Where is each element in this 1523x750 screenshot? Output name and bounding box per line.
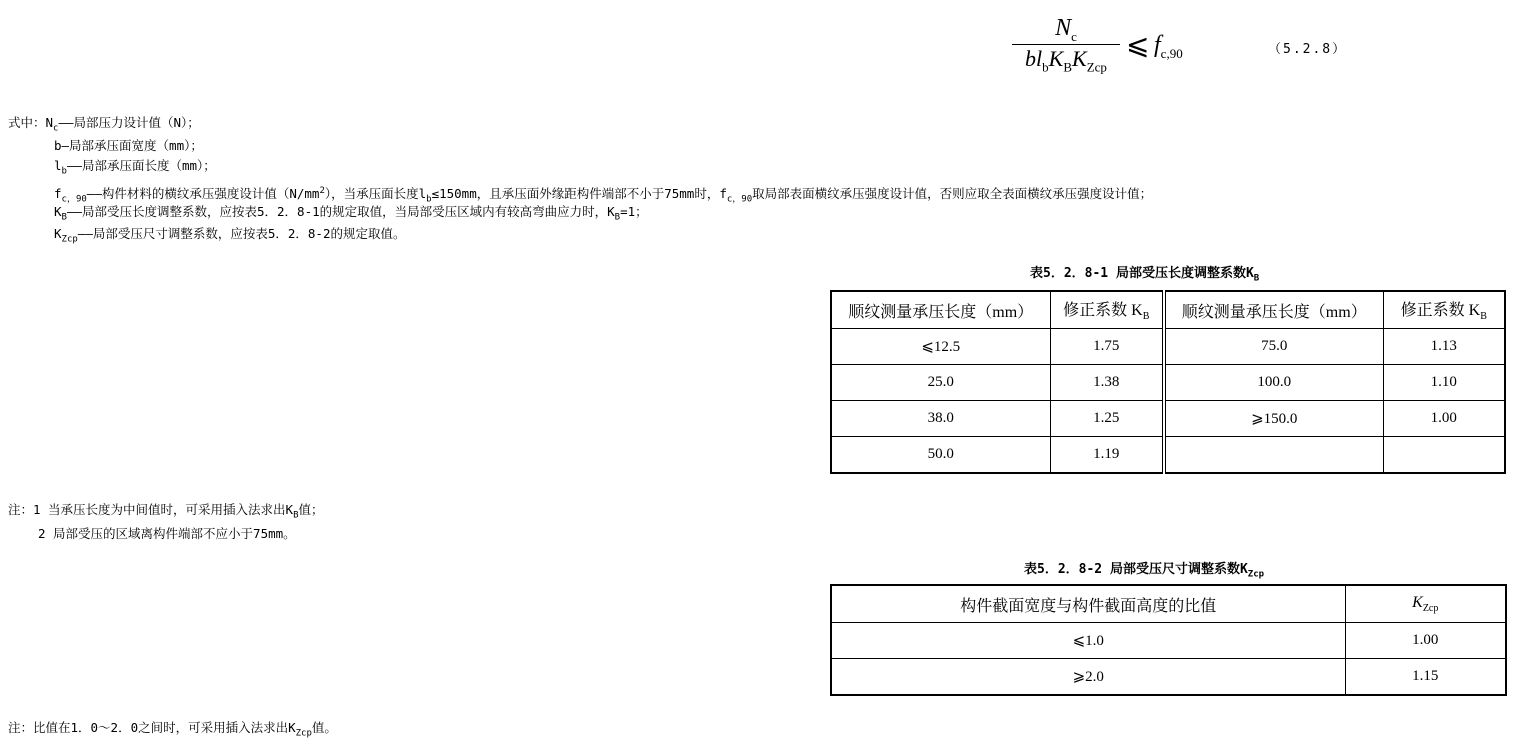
table1-note-2: 2 局部受压的区域离构件端部不应小于75mm。 <box>38 526 296 541</box>
table-cell: 1.19 <box>1050 437 1164 474</box>
definition-kb <box>54 203 648 227</box>
table-cell: 1.00 <box>1383 401 1505 437</box>
definition-b <box>54 137 203 155</box>
table-5-2-8-2 <box>830 584 1507 696</box>
header-coef-2 <box>1383 291 1505 329</box>
header-length-2: 顺纹测量承压长度（mm） <box>1164 291 1383 329</box>
header-sub: B <box>1480 311 1487 323</box>
symbol: l <box>54 158 62 173</box>
table-cell: ⩽12.5 <box>831 329 1050 365</box>
note-text: 值； <box>298 502 324 517</box>
table1-caption <box>1030 262 1259 284</box>
den-l-sub: b <box>1042 59 1049 75</box>
rhs-subscript: c,90 <box>1160 45 1183 61</box>
header-coef-1 <box>1050 291 1164 329</box>
definition-text: ），当承压面长度l <box>324 186 427 202</box>
den-k1: K <box>1048 46 1064 71</box>
table-cell <box>1383 437 1505 474</box>
formula-denominator <box>1010 45 1122 81</box>
header-kzcp <box>1345 585 1506 623</box>
table-5-2-8-1 <box>830 290 1506 474</box>
definition-text: b—局部承压面宽度（mm）； <box>54 138 203 153</box>
caption-sub: B <box>1253 273 1260 284</box>
caption-sub: Zcp <box>1247 569 1265 580</box>
header-length-1: 顺纹测量承压长度（mm） <box>831 291 1050 329</box>
numerator-subscript: c <box>1071 28 1077 44</box>
symbol-sub: b <box>61 166 67 177</box>
symbol: f <box>54 186 62 202</box>
table-cell: ⩾150.0 <box>1164 401 1383 437</box>
formula-numerator <box>1010 14 1122 42</box>
table-header-row <box>831 585 1506 623</box>
den-k2-sub: Zcp <box>1086 59 1107 75</box>
symbol-sub: b <box>426 194 432 205</box>
table-header-row <box>831 291 1505 329</box>
formula-fraction <box>1010 14 1122 81</box>
definition-nc <box>8 114 200 138</box>
table-cell: ⩽1.0 <box>831 623 1345 659</box>
table-cell: 1.00 <box>1345 623 1506 659</box>
rhs-symbol: f <box>1154 32 1161 58</box>
symbol: N <box>45 115 54 130</box>
definition-text: ——局部受压长度调整系数，应按表5．2．8-1的规定取值，当局部受压区域内有较高弯曲应力时，K <box>66 204 615 219</box>
table-cell: 1.13 <box>1383 329 1505 365</box>
definition-lb <box>54 157 216 181</box>
definition-text: 取局部表面横纹承压强度设计值，否则应取全表面横纹承压强度设计值； <box>752 186 1153 202</box>
note-sub: Zcp <box>295 728 312 739</box>
caption-text: 表5．2．8-2 局部受压尺寸调整系数K <box>1024 562 1248 577</box>
table-row <box>831 329 1505 365</box>
note-text: 注：1 当承压长度为中间值时，可采用插入法求出K <box>8 502 294 517</box>
table-cell <box>1164 437 1383 474</box>
symbol-sub: Zcp <box>61 234 78 245</box>
header-sub: Zcp <box>1422 603 1439 615</box>
header-text: 修正系数 K <box>1063 302 1143 320</box>
table2-caption <box>1024 558 1264 580</box>
den-l: l <box>1036 46 1043 71</box>
definition-text: =1； <box>620 204 648 219</box>
note-text: 值。 <box>311 720 337 735</box>
table-cell: 1.25 <box>1050 401 1164 437</box>
definition-text: ——局部压力设计值（N）； <box>58 115 200 130</box>
table-cell: ⩾2.0 <box>831 659 1345 696</box>
table-row <box>831 623 1506 659</box>
symbol-sub: B <box>61 212 67 223</box>
definition-text: ——局部受压尺寸调整系数，应按表5．2．8-2的规定取值。 <box>77 226 406 241</box>
equation-number: （5.2.8） <box>1268 42 1348 57</box>
symbol-sub: c <box>53 123 59 134</box>
symbol-sub: c，90 <box>726 194 753 205</box>
symbol-sub: B <box>614 212 621 223</box>
table-cell: 1.15 <box>1345 659 1506 696</box>
numerator-symbol: N <box>1055 15 1072 41</box>
symbol: K <box>54 226 62 241</box>
note-text: 注：比值在1．0～2．0之间时，可采用插入法求出K <box>8 720 296 735</box>
table-cell: 1.10 <box>1383 365 1505 401</box>
definition-kzcp <box>54 225 405 249</box>
table-cell: 38.0 <box>831 401 1050 437</box>
relation-symbol: ⩽ <box>1126 30 1150 61</box>
table-cell: 1.75 <box>1050 329 1164 365</box>
table-cell: 50.0 <box>831 437 1050 474</box>
table1-note-1 <box>8 500 324 521</box>
header-text: 修正系数 K <box>1400 302 1481 320</box>
header-text: K <box>1412 593 1423 611</box>
table-cell: 1.38 <box>1050 365 1164 401</box>
definition-text: ——局部承压面长度（mm）； <box>66 158 216 173</box>
caption-text: 表5．2．8-1 局部受压长度调整系数K <box>1030 266 1254 281</box>
table-cell: 25.0 <box>831 365 1050 401</box>
definition-text: ——构件材料的横纹承压强度设计值（N/mm <box>86 186 320 202</box>
symbol: K <box>54 204 62 219</box>
table-cell: 100.0 <box>1164 365 1383 401</box>
table-cell: 75.0 <box>1164 329 1383 365</box>
den-k2: K <box>1072 46 1087 71</box>
den-k1-sub: B <box>1063 59 1073 75</box>
formula-rhs <box>1154 32 1183 62</box>
den-b: b <box>1025 46 1037 71</box>
table-row <box>831 437 1505 474</box>
superscript: 2 <box>319 186 325 196</box>
table-row <box>831 365 1505 401</box>
table2-note <box>8 718 337 739</box>
note-sub: B <box>293 510 299 521</box>
header-ratio: 构件截面宽度与构件截面高度的比值 <box>831 585 1345 623</box>
table-row <box>831 401 1505 437</box>
symbol-sub: c，90 <box>61 194 87 205</box>
header-sub: B <box>1142 311 1150 323</box>
definition-text: ≤150mm，且承压面外缘距构件端部不小于75mm时，f <box>431 186 727 202</box>
definition-intro: 式中： <box>8 115 46 130</box>
table-row <box>831 659 1506 696</box>
